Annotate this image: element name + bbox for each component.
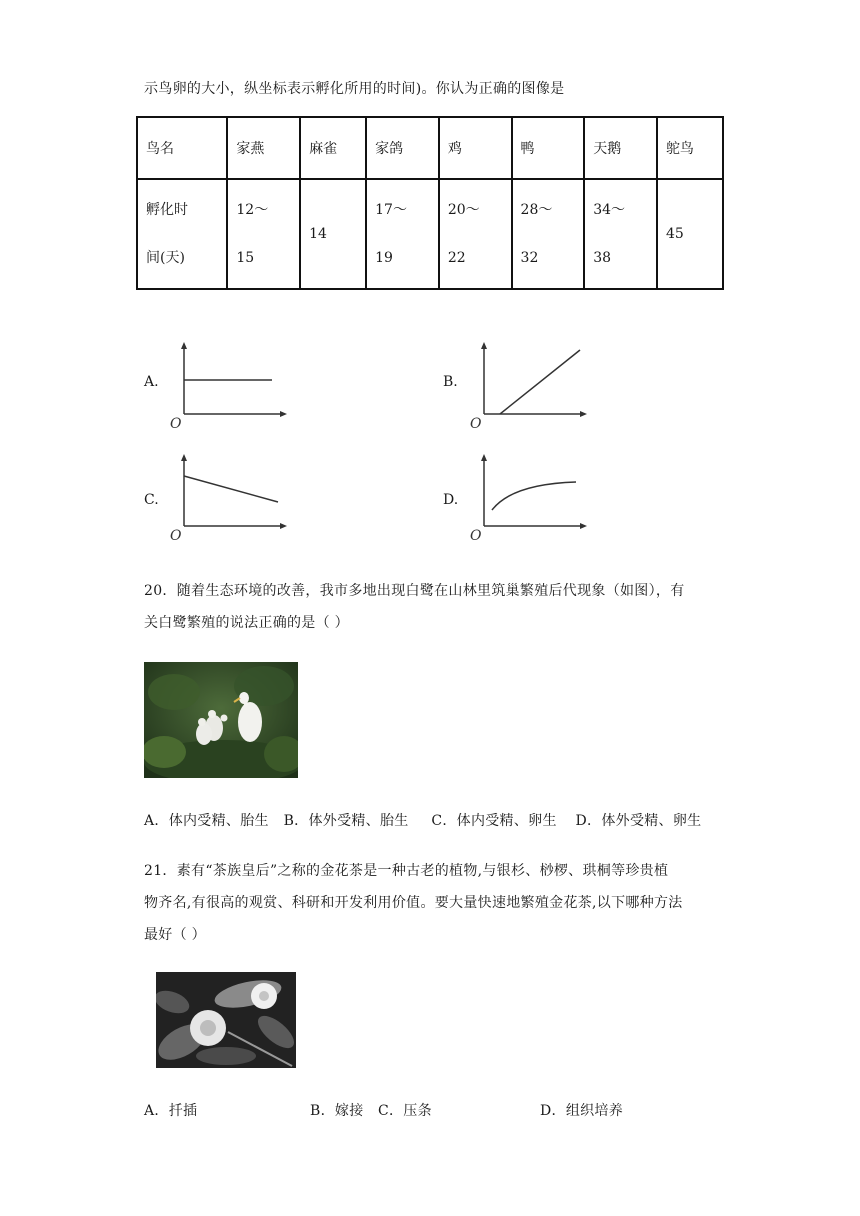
option-c-label: C.: [144, 492, 159, 508]
table-row: [137, 179, 723, 289]
camellia-photo: [156, 972, 296, 1068]
decreasing-curve: [184, 476, 278, 502]
q20-option-a[interactable]: A．体内受精、胎生: [144, 813, 269, 829]
table-cell: 14: [300, 179, 366, 289]
table-cell: 17～ 19: [366, 179, 439, 289]
y-axis-arrow: [181, 342, 187, 349]
increasing-curve: [500, 350, 580, 414]
x-axis-arrow: [580, 411, 587, 417]
table-header-cell: 家燕: [227, 117, 300, 179]
option-c-graph: [166, 452, 290, 540]
hatching-time-table: [136, 116, 724, 290]
x-axis-arrow: [280, 523, 287, 529]
q20-stem-line2: 关白鹭繁殖的说法正确的是（ ）: [144, 615, 349, 631]
q21-stem-line1: 21．素有“茶族皇后”之称的金花茶是一种古老的植物,与银杉、桫椤、珙桐等珍贵植: [144, 863, 669, 879]
origin-label: O: [470, 416, 482, 428]
q21-stem-line2: 物齐名,有很高的观赏、科研和开发利用价值。要大量快速地繁殖金花茶,以下哪种方法: [144, 895, 683, 911]
table-header-cell: 麻雀: [300, 117, 366, 179]
x-axis-arrow: [580, 523, 587, 529]
option-b-graph: [466, 340, 590, 428]
table-header-cell: 鸭: [512, 117, 585, 179]
q20-option-b[interactable]: B．体外受精、胎生: [283, 813, 409, 829]
table-cell: 45: [657, 179, 723, 289]
table-header-cell: 天鹅: [584, 117, 657, 179]
option-a-graph: [166, 340, 290, 428]
y-axis-arrow: [481, 342, 487, 349]
y-axis-arrow: [481, 454, 487, 461]
table-cell: 20～ 22: [439, 179, 512, 289]
x-axis-arrow: [280, 411, 287, 417]
q20-option-d[interactable]: D．体外受精、卵生: [575, 813, 702, 829]
q21-option-b[interactable]: B．嫁接: [310, 1103, 364, 1119]
option-d-label: D.: [443, 492, 459, 508]
egret-photo: [144, 662, 298, 778]
q21-option-c[interactable]: C．压条: [378, 1103, 432, 1119]
q21-option-d[interactable]: D．组织培养: [540, 1103, 624, 1119]
option-b-label: B.: [443, 374, 458, 390]
saturating-curve: [492, 482, 576, 510]
y-axis-arrow: [181, 454, 187, 461]
table-cell: 34～ 38: [584, 179, 657, 289]
table-cell: 12～ 15: [227, 179, 300, 289]
table-header-cell: 鸵鸟: [657, 117, 723, 179]
q20-stem-line1: 20．随着生态环境的改善，我市多地出现白鹭在山林里筑巢繁殖后代现象（如图），有: [144, 583, 685, 599]
table-header-row: [137, 117, 723, 179]
origin-label: O: [470, 528, 482, 540]
table-header-cell: 家鸽: [366, 117, 439, 179]
origin-label: O: [170, 416, 182, 428]
q20-options: [144, 810, 701, 830]
option-a-label: A.: [144, 374, 159, 390]
q20-option-c[interactable]: C．体内受精、卵生: [431, 813, 557, 829]
q21-stem-line3: 最好（ ）: [144, 927, 206, 943]
q21-option-a[interactable]: A．扦插: [144, 1103, 198, 1119]
option-d-graph: [466, 452, 590, 540]
question-intro-line: 示鸟卵的大小，纵坐标表示孵化所用的时间)。你认为正确的图像是: [144, 81, 565, 97]
table-row-label: 孵化时 间(天): [137, 179, 227, 289]
table-header-cell: 鸡: [439, 117, 512, 179]
table-header-cell: 鸟名: [137, 117, 227, 179]
origin-label: O: [170, 528, 182, 540]
table-cell: 28～ 32: [512, 179, 585, 289]
